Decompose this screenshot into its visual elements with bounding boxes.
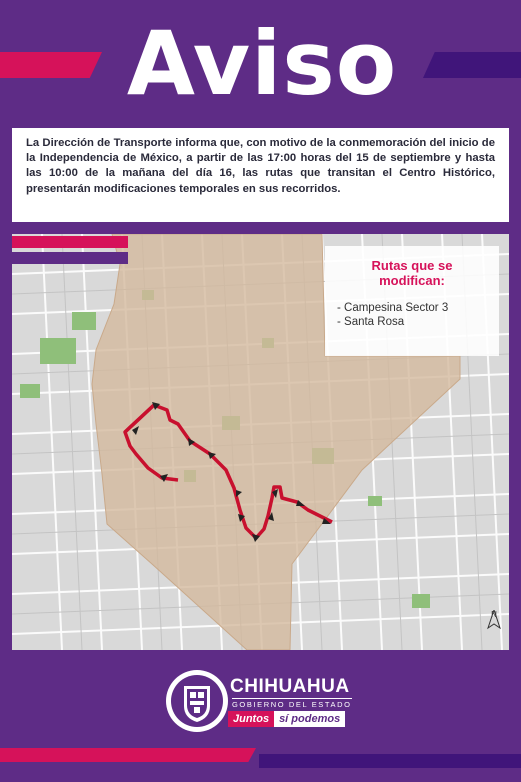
route-item: - Campesina Sector 3 xyxy=(337,302,449,314)
route-map xyxy=(12,234,509,650)
notice-box xyxy=(12,128,509,222)
government-logo xyxy=(164,668,364,736)
pink-stripe-decoration xyxy=(0,52,102,78)
routes-legend-title: Rutas que se modifican: xyxy=(371,258,453,288)
page-title: Aviso xyxy=(126,12,398,115)
north-arrow-icon xyxy=(487,610,501,640)
slogan-part-1: Juntos xyxy=(228,711,274,727)
north-label: N xyxy=(491,610,497,619)
brand-subtitle: GOBIERNO DEL ESTADO xyxy=(232,700,352,709)
purple-stripe-decoration xyxy=(423,52,521,78)
bottom-pink-stripe-decoration xyxy=(0,748,256,762)
route-item: - Santa Rosa xyxy=(337,315,405,328)
bottom-purple-stripe-decoration xyxy=(259,754,521,768)
coat-of-arms-icon xyxy=(164,668,230,734)
map-pink-stripe-decoration xyxy=(12,236,128,248)
header xyxy=(0,0,521,120)
slogan xyxy=(228,710,345,728)
brand-name: CHIHUAHUA xyxy=(230,676,350,697)
north-arrow-glyph xyxy=(487,610,501,630)
routes-legend xyxy=(325,246,499,356)
slogan-part-2: sí podemos xyxy=(274,711,345,727)
title-box xyxy=(107,8,417,120)
notice-text: La Dirección de Transporte informa que, con motivo de la conmemoración del inicio de la Independencia de México, a partir de las 17:00 horas del 15 de septiembre y hasta las 10:00 de la mañana del día 16, las rutas que transitan el Centro Histórico, presentarán modificaciones temporales en sus recorridos. xyxy=(26,137,495,195)
map-purple-stripe-decoration xyxy=(12,252,128,264)
